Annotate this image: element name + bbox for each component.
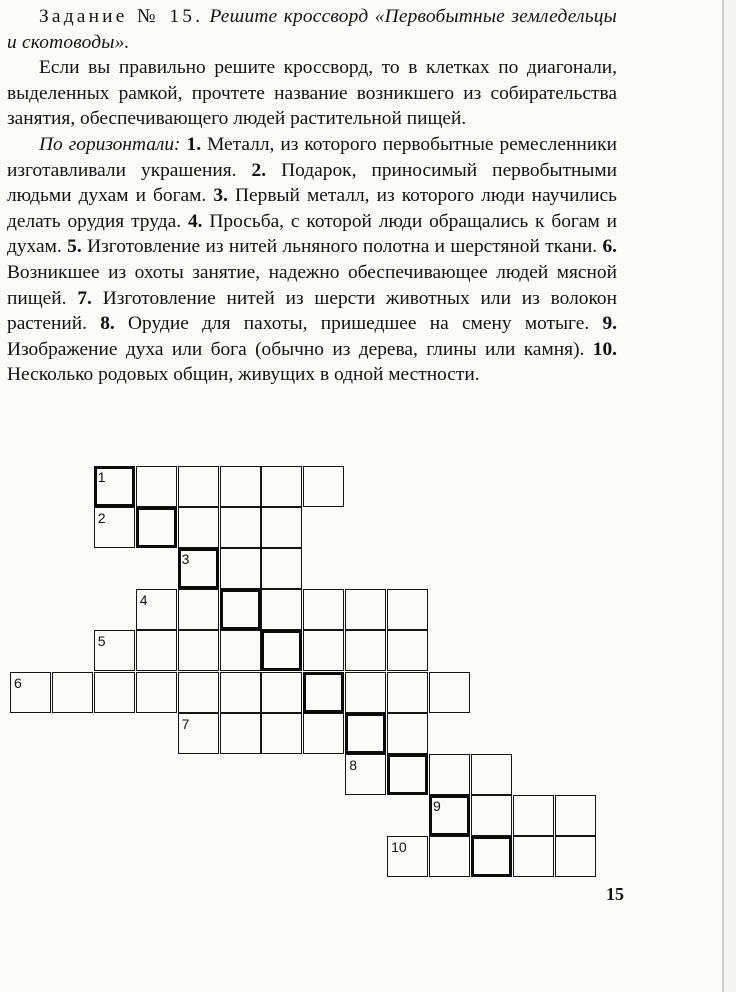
crossword-cell[interactable] bbox=[178, 672, 219, 713]
crossword-cell[interactable] bbox=[261, 672, 302, 713]
crossword-cell[interactable] bbox=[220, 466, 261, 507]
crossword-cell[interactable] bbox=[261, 466, 302, 507]
clue-text: Металл, из которого первобытные ремесленники изготавливали украшения. bbox=[7, 133, 617, 181]
crossword-clue-number: 2 bbox=[97, 510, 106, 527]
crossword-cell[interactable] bbox=[178, 507, 219, 548]
crossword-clue-number: 10 bbox=[391, 838, 407, 855]
crossword-cell[interactable] bbox=[303, 589, 344, 630]
clue-number: 6. bbox=[602, 236, 617, 258]
clue-text: Несколько родовых общин, живущих в одной местности. bbox=[7, 364, 480, 386]
crossword-cell[interactable] bbox=[555, 836, 596, 877]
clue-number: 3. bbox=[213, 185, 228, 207]
clue-text: Возникшее из охоты занятие, надежно обеспечивающее людей мясной пищей. bbox=[7, 261, 617, 309]
crossword-cell[interactable] bbox=[220, 672, 261, 713]
crossword-cell[interactable] bbox=[220, 548, 261, 589]
task-title: Решите кроссворд «Первобытные земледельцы и скотоводы». bbox=[7, 6, 617, 53]
crossword-cell[interactable] bbox=[303, 630, 344, 671]
crossword-cell[interactable] bbox=[52, 672, 93, 713]
crossword-cell[interactable] bbox=[345, 672, 386, 713]
crossword-cell[interactable] bbox=[345, 630, 386, 671]
clue-number: 1. bbox=[186, 133, 202, 155]
crossword-diagonal-cell[interactable] bbox=[387, 754, 428, 795]
crossword-cell[interactable] bbox=[303, 466, 344, 507]
clue-number: 7. bbox=[77, 287, 92, 309]
crossword-cell[interactable] bbox=[261, 713, 302, 754]
crossword-cell[interactable] bbox=[513, 836, 554, 877]
crossword-cell[interactable] bbox=[136, 630, 177, 671]
crossword-cell[interactable] bbox=[387, 630, 428, 671]
crossword-cell[interactable] bbox=[513, 795, 554, 836]
crossword-cell[interactable] bbox=[429, 754, 470, 795]
crossword-clue-number: 7 bbox=[181, 715, 190, 732]
crossword-cell[interactable] bbox=[387, 589, 428, 630]
clue-text: Изображение духа или бога (обычно из дерева, глины или камня). bbox=[7, 338, 585, 360]
crossword-cell[interactable] bbox=[261, 589, 302, 630]
crossword-cell[interactable] bbox=[136, 672, 177, 713]
clue-text: Подарок, приносимый первобытными людьми духам и богам. bbox=[7, 159, 618, 207]
crossword-cell[interactable] bbox=[178, 630, 219, 671]
crossword-clue-number: 3 bbox=[181, 551, 190, 568]
clue-number: 9. bbox=[602, 313, 617, 335]
crossword-cell[interactable] bbox=[220, 713, 261, 754]
clue-number: 10. bbox=[592, 338, 617, 360]
crossword-cell[interactable] bbox=[345, 589, 386, 630]
clue-number: 2. bbox=[251, 159, 267, 181]
clue-text: Первый металл, из которого люди научились делать орудия труда. bbox=[7, 185, 617, 232]
crossword-diagonal-cell[interactable] bbox=[471, 836, 512, 877]
crossword-cell[interactable] bbox=[303, 713, 344, 754]
crossword-cell[interactable] bbox=[471, 754, 512, 795]
crossword-cell[interactable] bbox=[220, 507, 261, 548]
crossword-cell[interactable] bbox=[178, 589, 219, 630]
crossword-cell[interactable] bbox=[555, 795, 596, 836]
crossword-cell[interactable] bbox=[429, 836, 470, 877]
crossword-cell[interactable] bbox=[429, 672, 470, 713]
crossword-diagonal-cell[interactable] bbox=[261, 630, 302, 671]
crossword-cell[interactable] bbox=[387, 672, 428, 713]
crossword-diagonal-cell[interactable] bbox=[220, 589, 261, 630]
clue-text: Изготовление нитей из шерсти животных или из волокон растений. bbox=[7, 287, 617, 335]
crossword-diagonal-cell[interactable] bbox=[136, 507, 177, 548]
clues-heading: По горизонтали: bbox=[39, 133, 181, 155]
clue-number: 5. bbox=[67, 236, 82, 258]
crossword-clue-number: 8 bbox=[349, 756, 357, 773]
crossword-cell[interactable] bbox=[261, 548, 302, 589]
clue-number: 4. bbox=[187, 210, 203, 232]
crossword-clue-number: 9 bbox=[433, 797, 441, 814]
crossword-cell[interactable] bbox=[387, 713, 428, 754]
crossword-clue-number: 6 bbox=[14, 674, 22, 691]
crossword-clue-number: 4 bbox=[139, 592, 148, 609]
crossword-cell[interactable] bbox=[471, 795, 512, 836]
crossword-diagonal-cell[interactable] bbox=[303, 672, 344, 713]
crossword-cell[interactable] bbox=[261, 507, 302, 548]
crossword-cell[interactable] bbox=[94, 672, 135, 713]
crossword-cell[interactable] bbox=[178, 466, 219, 507]
clue-text: Просьба, с которой люди обращались к богам и духам. bbox=[7, 210, 618, 258]
task-number: Задание № 15. bbox=[39, 6, 204, 27]
crossword-cell[interactable] bbox=[220, 630, 261, 671]
clue-text: Орудие для пахоты, пришедшее на смену мотыге. bbox=[128, 313, 590, 335]
page-number: 15 bbox=[606, 884, 624, 904]
crossword-clue-number: 1 bbox=[97, 469, 106, 485]
crossword-diagonal-cell[interactable] bbox=[345, 713, 386, 754]
crossword-clue-number: 5 bbox=[97, 633, 106, 650]
clue-number: 8. bbox=[100, 313, 115, 335]
crossword-cell[interactable] bbox=[136, 466, 177, 507]
clue-text: Изготовление из нитей льняного полотна и шерстяной ткани. bbox=[87, 236, 598, 258]
task-intro: Если вы правильно решите кроссворд, то в клетках по диагонали, выделенных рамкой, прочтете название возникшего из собирательства занятия, обеспечивающего людей растительной пищей. bbox=[7, 57, 617, 130]
